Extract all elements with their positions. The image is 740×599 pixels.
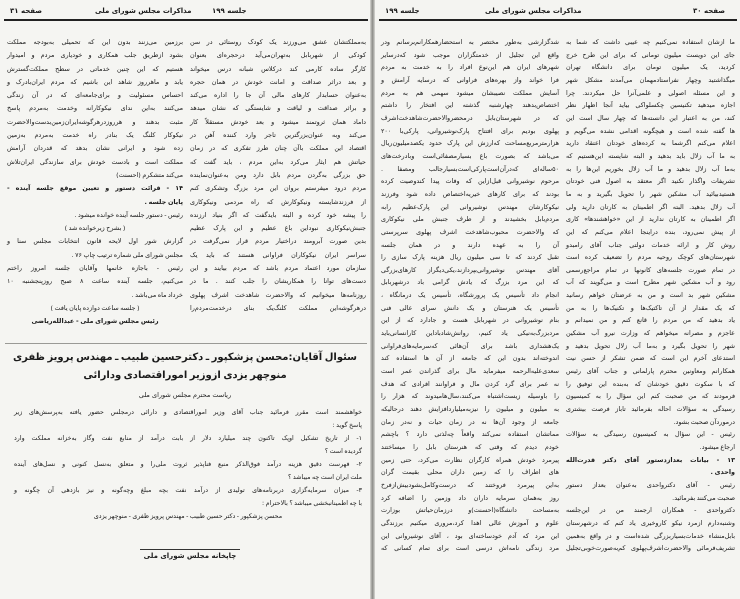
- text-line: فرمودند که من صحبت کنم این سؤال را به کمیسیون: [566, 392, 735, 401]
- text-line: رئیس - باجازه خانمها وآقایان جلسه امروز راختم: [7, 264, 183, 273]
- text-line: که والاحضرت محبوب‌شاهدخت اشرف پهلوی سرپرستی: [381, 227, 559, 236]
- section-heading: واحدی .: [710, 468, 735, 477]
- text-line: در تمام صورت جلسه‌های کانونها در تمام مراجع‌رسمی: [566, 265, 735, 274]
- text-line: سراسر ایران نیکوکاران فراوانی هستند که باید یک: [190, 250, 366, 259]
- text-line: تشریف‌فرمائی والاحضرت‌اشرف‌پهلوی کم‌به‌صورت‌خوبی‌تجلیل: [566, 544, 735, 553]
- text-line: روز به‌همان سرمایه داران داد وزمین را اضافه کرد: [381, 493, 559, 502]
- text-line: پیرمرد خودش همراه کارگران نظارت می‌کرد، حتی زمین: [381, 455, 559, 464]
- text-line: آب زلال بدهید. البته اگر اطمینان به کارتان دارید ولی: [566, 202, 735, 211]
- text-line: مردم‌بابل بخشیدند و از طرف جنبش ملی نیکوکاری: [381, 215, 559, 224]
- text-line: یاد بدهید که من مردم را قانع کنم و من نمیدانم و: [566, 316, 735, 325]
- text-line: به میلیون و میلیون را نیزبه‌میلیاردافزایش دهند درحالیکه: [381, 405, 559, 414]
- text-line: علوم و آموزش عالی اهدا کرد،مروری میکنیم برزندگی: [381, 518, 559, 527]
- text-line: یابد و ماهرروز شاهد این باشیم که مردم ایران‌بادرک و: [7, 77, 183, 86]
- text-line: این مرد که آدم خودساخته‌ای بود ، آقای نوشیروانی این: [381, 531, 559, 540]
- text-line: می‌کنند به‌این ندای نیکوکارانه وخدمت به‌مردم پاسخ: [7, 104, 183, 113]
- text-line: به‌مساحت دانشگاه(احسنت)و درزمان‌حیاتش بوزارت: [381, 506, 559, 515]
- text-column-right: [190, 36, 366, 315]
- text-line: را پیشه خود کرده و البته بایدگفت که اگر بنیاد ارزنده: [190, 210, 366, 219]
- text-line: بنام نوشیروانی در شهربابل هست و جادارد که از این: [381, 316, 559, 325]
- section-heading: ۱۳ - بیانات بعدازدستور آقای دکتر قدرت‌الله: [566, 455, 735, 464]
- text-line: داماد همان ثروتمند میشود و بعد خودش مستقلاً کار: [190, 117, 366, 126]
- text-line: ( بشرح زیرخوانده شد ): [64, 224, 126, 233]
- text-line: کودکی از شهربابل به‌تهران‌می‌آید درحجره‌ای بعنوان: [190, 51, 366, 60]
- text-line: دکترواحدی - همکاران ارجمند من در این‌جلسه: [566, 506, 735, 515]
- text-line: خواهشمند است مقرر فرمائید جناب آقای وزیر اموراقتصادی و دارائی درمجلس حضور یافته به‌پرسش‌های زیر: [14, 409, 362, 416]
- text-line: بەمملکتشان عشق می‌ورزند یک کودک روستائی در سن: [190, 38, 366, 46]
- text-line: ۳- میزان سرمایه‌گزاری دربرنامه‌های تولیدی از درآمد نفت بچه مبلغ وچه‌گونه و نیز بازدهی آن چگونه و: [14, 487, 362, 494]
- text-line: به‌ما آب زلال بدهید و ما آب زلال بخوریم این‌ها را به: [566, 164, 735, 173]
- header-rule: [4, 19, 368, 21]
- section-divider: [5, 343, 367, 344]
- text-line: ما ازشان استفاده نمی‌کنیم چه عیبی داشت که شما به: [566, 38, 735, 46]
- text-line: هزارمترمربع‌مساحت که‌ارزش این پارک حدود یکصدمیلیون‌ریال: [381, 139, 559, 148]
- text-line: از پیش نمی‌رود، بنده دراینجا اعلام می‌کنم که این: [566, 227, 735, 236]
- text-line: تشریفات واگذار نکنید اگر معتقد به اصول فنی خودتان: [566, 177, 735, 186]
- text-line: رئیس - آقای دکترواحدی به‌عنوان بعداز دستور: [566, 480, 735, 489]
- text-line: حیاتش هم ایثار می‌کرد به‌این مردم ، باید گفت که: [190, 157, 366, 166]
- text-line: می‌باشد که بصورت باغ بسیارمصفائی‌است وبادرخت‌های: [381, 151, 559, 160]
- text-line: خودم دیدم که وقتی که هنرستان بابل را میساختند: [381, 443, 559, 451]
- text-line: های اطراف را که زمین داران محلی بقیمت گران: [381, 468, 559, 477]
- text-line: نه عمر برای گرد کردن مال و فراوانند افرادی که هدف: [381, 379, 559, 388]
- text-line: بدین صورت آبرومند دراختیار مردم قرار نمی‌گرفت در: [190, 237, 366, 246]
- text-line: سازمان مورد اعتماد مردم باشد که مردم بیایند و این: [190, 264, 366, 273]
- text-line: مرحوم نوشیروانی قبل‌ازاین که وفات پیدا کندوصیت کرده: [381, 177, 559, 186]
- text-line: محسن پزشکپور - دکتر حسین طبیب - مهندس پرویز ظفری - منوچهر یزدی: [93, 513, 283, 520]
- text-line: و بعد دراثر صداقت و امانت خودش در همان حجره: [190, 77, 366, 86]
- text-line: مردبزرگ‌به‌نیکی یاد کنیم، روانش‌شاد‌باد‌این کارانسانی‌باید: [381, 329, 559, 338]
- text-line: کردید، یک میلیون تومان برای دانشگاه تهران: [566, 63, 735, 72]
- header-rule: [379, 19, 737, 21]
- text-line: مردم درود میفرستم بروان این مرد بزرگ وتشکری کنم: [190, 184, 366, 193]
- text-line: نیکوکار کلنگ یک بنادر راه خدمت به‌مردم به‌زمین: [7, 131, 183, 140]
- text-line: روش کار و ارائه خدمات دولتی جناب آقای رامبدو: [566, 240, 735, 249]
- text-line: شهرستان‌های کوچک روحیه مردم را تضعیف کرده است: [566, 253, 735, 262]
- text-line: رسیدگی به سؤالات احاله بفرمائید تاباز فرصت بیشتری: [566, 405, 735, 414]
- text-line: هستیدبیائید آب مشکین شهر را تحویل بگیرید و به ما: [566, 189, 735, 198]
- text-line: نیکوکارشان مهندس نوشیروانی این پارک‌عظیم رابه: [381, 202, 559, 211]
- text-line: وشنبه‌دارم ازمرد نیکو کاروخیری یاد کنم که درشهرستان: [566, 518, 735, 527]
- text-line: عاجزم و مصرانه میخواهم که وزارت نیرو آب مشکین: [566, 329, 735, 338]
- text-line: آن را به عهده دارند و در همان جلسه: [381, 240, 559, 249]
- text-line: اگر اطمینان به کارتان ندارید از این «خواهشندها» کاری: [566, 215, 735, 224]
- text-line: اعلام می‌کنم اگرشما به کرده‌های خودتان اعتقاد دارید: [566, 139, 735, 148]
- text-line: بودند که برای کارهای خیریه‌اختصاص داده شود وفرزند: [381, 189, 559, 198]
- text-line: دست‌های توانا را همکاریشان را جلب کنند . ما در: [190, 277, 366, 286]
- text-line: و این مسئله اصولی و علمی‌آنرا حل میکردند. چرا: [566, 88, 735, 97]
- text-line: احساس مسئولیت و برای‌جامعه‌ای که در آن زندگی: [7, 91, 183, 100]
- text-line: می‌کند متشکرم (احسنت): [116, 170, 183, 179]
- text-column-left: [381, 36, 559, 555]
- text-line: واقع این تجلیل از خدمتگزاران موجب شود که‌درسایر: [381, 50, 559, 59]
- text-line: مشکین شهر بد است و من به عرضتان خواهم رسانید: [566, 291, 735, 300]
- text-line: کند، من به اعتبار این دانسته‌ها که چهار سال است این: [566, 113, 735, 122]
- text-line: از فرزندشایسته ونیکوکارش که راه مردمی ونیکوکاری: [190, 197, 366, 206]
- text-line: شهرهای ایران هم این‌نوع افراد را به خدمت به مردم: [381, 63, 559, 72]
- text-line: که با سکوت دقیق خودشان که به‌بنده این توفیق را: [566, 379, 735, 388]
- text-line: آسایش مملکت نصیبشان میشود سهمی هم به مردم: [381, 88, 559, 97]
- text-line: با چه اطمینانبخشی میباشد ؟ بالاحترام :: [262, 500, 362, 507]
- text-line: همکارانم ومعاونین محترم پارلمانی و جناب آقای رئیس: [566, 367, 735, 376]
- text-line: ۱- از تاریخ تشکیل اوپک تاکنون چند میلیارد دلار از بابت درآمد از منابع نفت وگاز به‌خزانه مملکت وارد: [14, 435, 362, 442]
- question-title-line-2: منوچهر یزدی ازوزیر اموراقتصادی ودارائی: [83, 370, 287, 381]
- footer-rule: [140, 549, 240, 550]
- text-line: ها گفته شده است و هیچگونه اقدامی نشده می‌گویم و: [566, 126, 735, 135]
- text-line: تأسیس یک هنرستان و یک دانش سرای عالی فنی: [381, 303, 559, 312]
- text-line: زده شود و ایرانی نشان بدهد که قدردان آرامش: [7, 144, 183, 153]
- text-line: که در شهرستان‌بابل درمحضروالاحضرت‌شاهدخت‌اشرف: [381, 113, 559, 122]
- section-heading: ۱۴ - قرائت دستور و تعیین موقع جلسه آینده‌ -: [7, 184, 183, 193]
- text-line: که این مرد بزرگ که یادش گرامی باد درشهربابل: [381, 278, 559, 287]
- text-line: یک‌هشداری باشد برای آن‌هائی که‌سرمایه‌های‌فراوانی: [381, 341, 559, 350]
- running-title: مذاکرات مجلس شورای ملی: [95, 7, 192, 15]
- text-line: به‌این پیرمرد فروختند که درست‌وکامل‌بشود‌بیش‌ازفرخ: [381, 480, 559, 489]
- text-line: درهرگوشه‌این مملکت کلنگ‌یک بنای درخدمت‌مردم‌را: [190, 303, 366, 312]
- text-line: ۵۰ساله‌ای که‌درآن‌است‌پارکی‌است‌بسیارجالب ومصفا .: [381, 164, 559, 173]
- printer-imprint: چاپخانه مجلس شورای ملی: [143, 552, 237, 560]
- page-number: صفحه ۳۰: [693, 7, 726, 15]
- text-line: شهر را تحویل بگیرد و به‌ما آب زلال تحویل بدهید و: [566, 341, 735, 350]
- text-line: رود و آب مشکین شهر مطرح است و می‌گویند که آب: [566, 278, 735, 287]
- text-line: اقتصاد این مملکت باآن چنان طرز تفکری که در زمان: [190, 144, 366, 153]
- text-line: به‌عنوان حسابدار کارهای مالی آن جا را اداره می‌کند: [190, 91, 366, 100]
- question-title: سئوال آقایان:محسن پزشکپور ـ دکترحسین طبیب ـ مهندس پرویز ظفری: [12, 352, 358, 363]
- text-column-left: [7, 36, 183, 329]
- text-line: هستیم که این چنین خدماتی در سطح مملکت‌گسترش: [7, 64, 183, 73]
- text-line: میگذاشتید وچهار نفراستادمهمان می‌آمدند مشکل شهر: [566, 75, 735, 84]
- text-column-right: [566, 36, 735, 555]
- text-line: ۲- فهرست دقیق هزینه درآمد فوق‌الذکر منبع فناپذیر ثروت ملی‌را و متعلق به‌نسل کنونی و نسل‌های آینده: [14, 461, 362, 468]
- text-line: بشود ازطریق جلب همکاری و خودیاری مردم و امیدوار: [7, 51, 183, 60]
- text-line: کارگر ساده کارمی کند درکلاس شبانه درس میخواند: [190, 64, 366, 73]
- text-line: به ما آب زلال باید بدهید و البته شایسته این‌هستیم که: [566, 151, 735, 160]
- text-line: خرداد ماه می‌باشد .: [131, 290, 183, 299]
- text-line: اندوخته‌اند بدون این که جامعه از آن ها استفاده کند: [381, 354, 559, 363]
- text-line: گردیده است ؟: [324, 448, 362, 455]
- text-line: روزنامه‌ها میخوانیم که والاحضرت شاهدخت اشرف پهلوی: [190, 290, 366, 299]
- salutation: ریاست محترم مجلس شورای ملی: [138, 391, 232, 399]
- text-line: پاسخ گوید :: [332, 422, 362, 429]
- text-line: شدگزارشی به‌طور مختصر به استحضارهمکارانم‌برسانم ودر: [381, 38, 559, 46]
- text-line: ملت ایران است چه میباشد ؟: [288, 474, 362, 481]
- text-line: جای این دویست میلیون تومانی که برای این طرح خرج: [566, 50, 735, 59]
- text-line: سعدی‌علیه‌الرحمه میفرماید مال برای گذراندن عمر است: [381, 367, 559, 376]
- section-heading: پایان جلسه .: [144, 197, 183, 206]
- text-line: را باوسیله زیست‌اشتباه می‌کنند،سال‌هامیدوند که هزار را: [381, 392, 559, 401]
- text-line: بابل‌منشاء خدمات‌بسیاربزرگی شده‌است و در واقع به‌همین: [566, 531, 735, 540]
- text-line: و براثر صداقت و لیاقت و شایستگی که نشان میدهد: [190, 104, 366, 113]
- text-line: ارجاع میشود.: [699, 443, 735, 451]
- running-title: مذاکرات مجلس شورای ملی: [485, 7, 582, 15]
- right-page: [375, 0, 740, 599]
- text-line: اختصاص‌بدهند چهارشنبه گذشته این افتخار را داشتم: [381, 101, 559, 110]
- text-line: استدعای آخرم این است که ضمن تشکر از حسن نیت: [566, 354, 735, 363]
- text-line: درموردآن صحبت بشود.: [673, 417, 735, 426]
- text-line: می‌کند وبه عنوان‌بزرگترین تاجر وارد کننده آهن در: [190, 131, 366, 140]
- text-line: اجازه میدهید تکنیسین چکسلواکی بیاید آنجا اظهار نظر: [566, 101, 735, 110]
- text-line: برزمین می‌زنند بدون این که تحمیلی به‌بودجه مملکت: [7, 38, 183, 46]
- text-line: حق بزرگی به‌گردن مردم بابل دارد ومن به‌عنوان‌نماینده: [190, 170, 366, 179]
- text-line: فرا خواند واز بهره‌های فراوانی که درسایه آرامش و: [381, 75, 559, 84]
- page-number: صفحه ۳۱: [10, 7, 43, 15]
- text-line: مملکت است و بادست خودش برای سازندگی ایران‌تلاش: [7, 157, 183, 166]
- text-line: مماتشان استفاده نمی‌کند واقعاً چه‌لذتی دارد ؟ باچشم: [381, 430, 559, 439]
- text-line: گزارش شور اول لایحه قانون انتخابات مجلس سنا و: [7, 237, 183, 246]
- text-line: انجام داد تأسیس یک پرورشگاه، تأسیس یک درمانگاه ،: [381, 291, 559, 300]
- text-line: ( جلسه ساعت دوازده پایان یافت ): [50, 303, 140, 312]
- section-heading: رئیس مجلس شورای ملی - عبدالله‌ریاضی: [31, 317, 159, 326]
- text-line: آقای مهندس نوشیروانی‌بپردازند،یکی‌دیگراز کارهای‌بزرگی: [381, 265, 559, 274]
- text-line: صحبت می‌کنند بفرمائید.: [672, 493, 735, 502]
- text-line: مثبت بدهند و هرروزدرهرگوشه‌ایران‌زمین‌بدست‌والاحضرت: [7, 117, 183, 126]
- text-line: پهلوی بودیم برای افتتاح پارک‌نوشیروانی، پارکی‌با ۲۰۰: [381, 126, 559, 135]
- text-line: مجلس شورای ملی شماره ترتیب چاپ ۷۶ .: [71, 250, 183, 259]
- question-body: [14, 406, 362, 523]
- text-line: می‌کنیم، جلسه آینده ساعت ۸ صبح روزپنجشنبه ۱۰: [7, 277, 183, 286]
- text-line: جامعه از وجود آن‌ها نه در زمان حیات و نه‌در زمان: [381, 417, 559, 426]
- text-line: تقبل کردند که تا سی میلیون ریال هزینه پارک سازی را: [381, 253, 559, 262]
- text-line: جنبش‌نیکوکاری نبوداین باغ عظیم و این پارک عظیم: [190, 224, 366, 233]
- text-line: که یک مقدار از آن تاکتیک‌ها و تکنیک‌ها را به من: [566, 303, 735, 312]
- text-line: رئیس - دستور جلسه آینده خوانده میشود .: [74, 210, 183, 219]
- text-line: رئیس - این سؤال به کمیسیون رسیدگی به سؤالات: [566, 430, 735, 439]
- session-number: جلسه ۱۹۹: [385, 7, 420, 15]
- text-line: مرد زندگی نامه‌اش درسی است برای تمام کسانی که: [381, 544, 559, 553]
- session-number: جلسه ۱۹۹: [212, 7, 247, 15]
